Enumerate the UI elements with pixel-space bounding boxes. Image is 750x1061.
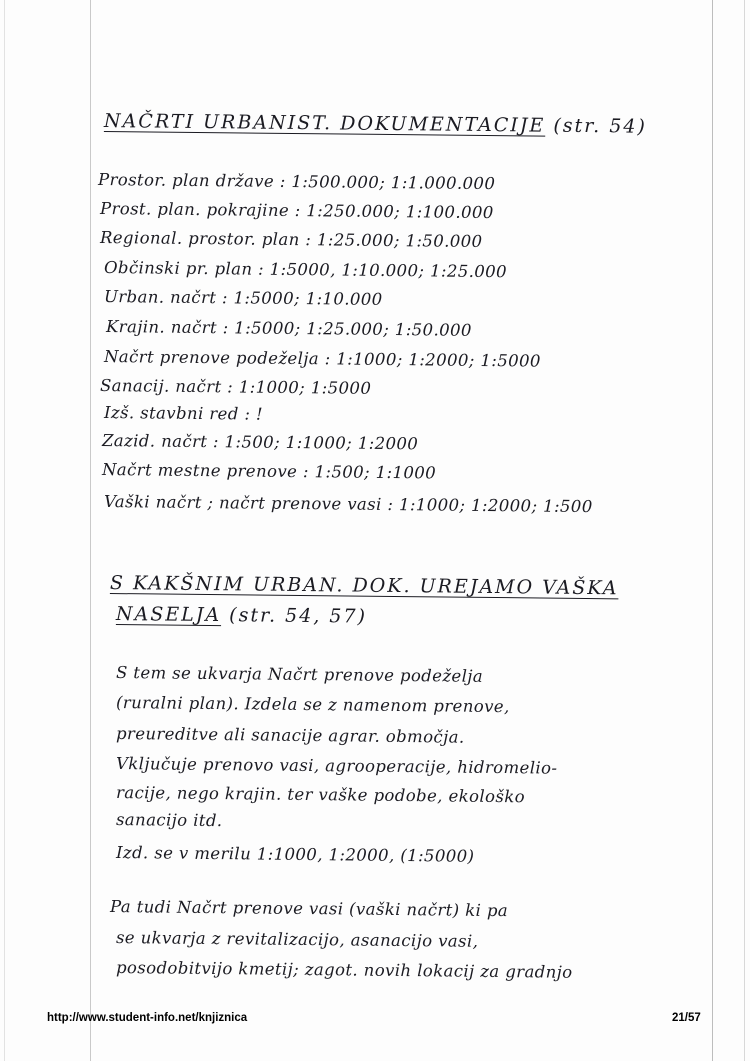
section1-heading [104,110,647,138]
scale-line: Načrt prenove podeželja : 1:1000; 1:2000; 1:5000 [103,347,541,371]
scale-line: Regional. prostor. plan : 1:25.000; 1:50.000 [99,228,483,252]
paragraph-line: Pa tudi Načrt prenove vasi (vaški načrt) ki pa [109,897,509,921]
paragraph-line: posodobitvijo kmetij; zagot. novih lokacij za gradnjo [115,958,573,982]
source-url-link[interactable]: http://www.student-info.net/knjiznica [47,1012,248,1024]
section2-title-line1: S KAKŠNIM URBAN. DOK. UREJAMO VAŠKA [109,572,619,600]
scale-line: Vaški načrt ; načrt prenove vasi : 1:1000; 1:2000; 1:500 [103,492,593,517]
margin-line-left [90,0,91,1061]
paragraph-line: se ukvarja z revitalizacijo, asanacijo vasi, [115,928,479,951]
scale-line: Krajin. načrt : 1:5000; 1:25.000; 1:50.000 [105,317,472,340]
scale-line: Občinski pr. plan : 1:5000, 1:10.000; 1:25.000 [103,258,508,282]
section1-title: NAČRTI URBANIST. DOKUMENTACIJE [103,110,546,137]
page-edge-line [4,0,5,1061]
paragraph-line: racije, nego krajin. ter vaške podobe, ekološko [115,783,526,807]
paragraph-line: Vključuje prenovo vasi, agrooperacije, hidromelio- [115,754,558,778]
section2-heading-line2 [116,603,367,628]
scale-line: Urban. načrt : 1:5000; 1:10.000 [103,287,383,309]
paragraph-line: Izd. se v merilu 1:1000, 1:2000, (1:5000) [115,843,475,866]
section2-ref: (str. 54, 57) [229,604,368,628]
paragraph-line: (ruralni plan). Izdela se z namenom prenove, [115,693,510,717]
scale-line: Prost. plan. pokrajine : 1:250.000; 1:100.000 [99,199,494,223]
paragraph-line: preureditve ali sanacije agrar. območja. [115,724,465,747]
scale-line: Izš. stavbni red : ! [103,403,264,424]
paragraph-line: S tem se ukvarja Načrt prenove podeželja [115,663,484,686]
section2-heading [110,572,619,599]
paragraph-line: sanacijo itd. [115,810,223,831]
scale-line: Prostor. plan države : 1:500.000; 1:1.000.000 [97,170,496,194]
scale-line: Sanacij. načrt : 1:1000; 1:5000 [99,376,372,398]
scale-line: Zazid. načrt : 1:500; 1:1000; 1:2000 [101,431,419,454]
scale-line: Načrt mestne prenove : 1:500; 1:1000 [101,460,437,483]
margin-line-right [712,0,713,1061]
page-number: 21/57 [672,1012,701,1024]
page-edge-line-right [744,0,745,1061]
section1-ref: (str. 54) [553,114,647,138]
section2-title-line2: NASELJA [115,603,222,627]
